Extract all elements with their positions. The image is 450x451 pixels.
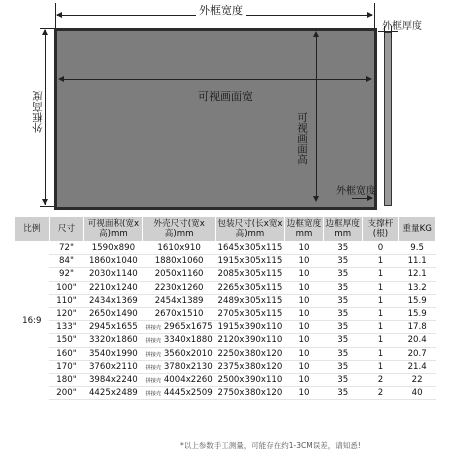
package-size-cell: 1915x305x115 (215, 255, 284, 268)
package-size-cell: 1915x390x110 (215, 321, 284, 334)
frame-thickness-label: 外框厚度 (382, 21, 422, 32)
package-size-cell: 2500x390x110 (215, 373, 284, 386)
support-bars-cell: 1 (362, 307, 399, 320)
frame-thickness-cell: 35 (323, 242, 362, 255)
package-size-cell: 2085x305x115 (215, 268, 284, 281)
footnote: *以上参数手工测量，可能存在约1-3CM误差，请知悉! (180, 441, 361, 450)
shell-size-value: 3780x2130 (163, 361, 213, 372)
weight-cell: 22 (399, 373, 436, 386)
frame-width-label: 外框宽度 (336, 186, 376, 197)
visible-height-top-arrow (313, 31, 319, 37)
frame-thickness-cell: 35 (323, 373, 362, 386)
frame-width-cell: 10 (285, 307, 324, 320)
size-cell: 92" (49, 268, 84, 281)
support-bars-cell: 1 (362, 255, 399, 268)
split-shell-note: 拼接壳 (145, 364, 162, 371)
weight-cell: 17.8 (399, 321, 436, 334)
shell-size-cell (143, 387, 215, 400)
frame-width-cell: 10 (285, 334, 324, 347)
weight-cell: 15.9 (399, 294, 436, 307)
weight-cell: 15.9 (399, 307, 436, 320)
weight-cell: 20.7 (399, 347, 436, 360)
shell-size-value: 2965x1675 (163, 322, 213, 333)
outer-width-left-arrow (56, 12, 62, 18)
split-shell-note: 拼接壳 (145, 391, 162, 398)
visible-width-label: 可视画面宽 (198, 90, 253, 103)
visible-width-left-arrow (58, 76, 64, 82)
ratio-cell: 16:9 (15, 242, 50, 400)
support-bars-cell: 1 (362, 347, 399, 360)
header-weight: 重量KG (399, 217, 436, 242)
screen-frame (54, 28, 377, 210)
frame-width-cell: 10 (285, 387, 324, 400)
table-row (15, 307, 436, 320)
visible-width-line (64, 79, 368, 80)
visible-area-cell: 2210x1240 (84, 281, 143, 294)
frame-width-cell: 10 (285, 268, 324, 281)
shell-size-cell: 2050x1160 (143, 268, 215, 281)
table-row (15, 294, 436, 307)
size-cell: 200" (49, 387, 84, 400)
frame-width-cell: 10 (285, 242, 324, 255)
size-cell: 120" (49, 307, 84, 320)
header-ratio: 比例 (15, 217, 50, 242)
package-size-cell: 2489x305x115 (215, 294, 284, 307)
frame-width-cell: 10 (285, 294, 324, 307)
visible-area-cell: 2650x1490 (84, 307, 143, 320)
header-support-bars: 支撑杆(根) (362, 217, 399, 242)
package-size-cell: 2250x380x120 (215, 347, 284, 360)
frame-thickness-cell: 35 (323, 268, 362, 281)
header-frame-thickness: 边框厚度mm (323, 217, 362, 242)
weight-cell: 12.1 (399, 268, 436, 281)
size-cell: 150" (49, 334, 84, 347)
shell-size-cell (143, 347, 215, 360)
size-cell: 110" (49, 294, 84, 307)
outer-width-label: 外框宽度 (196, 2, 246, 18)
size-cell: 72" (49, 242, 84, 255)
support-bars-cell: 2 (362, 387, 399, 400)
visible-area-cell: 4425x2489 (84, 387, 143, 400)
shell-size-value: 3560x2010 (163, 348, 213, 359)
shell-size-cell: 2670x1510 (143, 307, 215, 320)
header-size: 尺寸 (49, 217, 84, 242)
outer-height-top-arrow (42, 29, 48, 35)
shell-size-value: 3340x1880 (163, 335, 213, 346)
visible-area-cell: 1860x1040 (84, 255, 143, 268)
visible-width-right-arrow (366, 76, 372, 82)
table-row (15, 334, 436, 347)
frame-thickness-cell: 35 (323, 294, 362, 307)
frame-width-cell: 10 (285, 281, 324, 294)
table-row (15, 360, 436, 373)
visible-area-cell: 3540x1990 (84, 347, 143, 360)
frame-thickness-cell: 35 (323, 307, 362, 320)
outer-height-line (45, 30, 46, 205)
weight-cell: 20.4 (399, 334, 436, 347)
shell-size-cell (143, 373, 215, 386)
table-row (15, 387, 436, 400)
table-row (15, 268, 436, 281)
shell-size-cell: 1880x1060 (143, 255, 215, 268)
visible-height-label: 可视画面高 (296, 112, 308, 165)
table-row (15, 321, 436, 334)
header-visible-area: 可视面积(宽x高)mm (84, 217, 143, 242)
table-row (15, 347, 436, 360)
package-size-cell: 2705x305x115 (215, 307, 284, 320)
table-row (15, 281, 436, 294)
frame-thickness-cell: 35 (323, 334, 362, 347)
visible-area-cell: 2030x1140 (84, 268, 143, 281)
visible-area-cell: 1590x890 (84, 242, 143, 255)
size-cell: 133" (49, 321, 84, 334)
support-bars-cell: 1 (362, 334, 399, 347)
shell-size-cell: 2230x1260 (143, 281, 215, 294)
split-shell-note: 拼接壳 (145, 351, 162, 358)
visible-area-cell: 2945x1655 (84, 321, 143, 334)
shell-size-cell: 1610x910 (143, 242, 215, 255)
frame-width-cell: 10 (285, 321, 324, 334)
shell-size-value: 4004x2260 (163, 374, 213, 385)
weight-cell: 9.5 (399, 242, 436, 255)
frame-width-cell: 10 (285, 255, 324, 268)
frame-thickness-cell: 35 (323, 360, 362, 373)
shell-size-cell (143, 360, 215, 373)
shell-size-cell (143, 321, 215, 334)
size-cell: 170" (49, 360, 84, 373)
support-bars-cell: 1 (362, 360, 399, 373)
support-bars-cell: 1 (362, 321, 399, 334)
header-package-size: 包装尺寸(长x宽x高)mm (215, 217, 284, 242)
support-bars-cell: 0 (362, 242, 399, 255)
package-size-cell: 2375x380x120 (215, 360, 284, 373)
spec-table (14, 216, 436, 400)
support-bars-cell: 1 (362, 268, 399, 281)
size-cell: 84" (49, 255, 84, 268)
table-row (15, 373, 436, 386)
package-size-cell: 2750x380x120 (215, 387, 284, 400)
frame-thickness-cell: 35 (323, 387, 362, 400)
visible-area-cell: 3984x2240 (84, 373, 143, 386)
split-shell-note: 拼接壳 (145, 325, 162, 332)
shell-size-cell: 2454x1389 (143, 294, 215, 307)
visible-area-cell: 2434x1369 (84, 294, 143, 307)
frame-width-cell: 10 (285, 347, 324, 360)
size-cell: 180" (49, 373, 84, 386)
visible-height-line (316, 36, 317, 198)
visible-height-bottom-arrow (313, 196, 319, 202)
support-bars-cell: 2 (362, 373, 399, 386)
weight-cell: 40 (399, 387, 436, 400)
support-bars-cell: 1 (362, 281, 399, 294)
frame-thickness-cell: 35 (323, 321, 362, 334)
size-cell: 100" (49, 281, 84, 294)
frame-width-cell: 10 (285, 360, 324, 373)
shell-size-value: 4445x2509 (163, 388, 213, 399)
package-size-cell: 2120x390x110 (215, 334, 284, 347)
frame-thickness-cell: 35 (323, 281, 362, 294)
outer-width-right-arrow (367, 12, 373, 18)
shell-size-cell (143, 334, 215, 347)
visible-area-cell: 3320x1860 (84, 334, 143, 347)
spec-table-body (15, 242, 436, 400)
frame-width-cell: 10 (285, 373, 324, 386)
frame-thickness-cell: 35 (323, 255, 362, 268)
table-header-row (15, 217, 436, 242)
size-cell: 160" (49, 347, 84, 360)
frame-thickness-cell: 35 (323, 347, 362, 360)
header-shell-size: 外壳尺寸(宽x高)mm (143, 217, 215, 242)
package-size-cell: 1645x305x115 (215, 242, 284, 255)
split-shell-note: 拼接壳 (145, 338, 162, 345)
outer-height-bottom-tick (40, 206, 54, 207)
split-shell-note: 拼接壳 (145, 377, 162, 384)
table-row (15, 242, 436, 255)
dimension-diagram (0, 0, 450, 210)
table-row (15, 255, 436, 268)
outer-height-bottom-arrow (42, 199, 48, 205)
weight-cell: 13.2 (399, 281, 436, 294)
visible-area-cell: 3760x2110 (84, 360, 143, 373)
package-size-cell: 2265x305x115 (215, 281, 284, 294)
weight-cell: 21.4 (399, 360, 436, 373)
outer-height-label: 外框高度 (30, 88, 45, 136)
header-frame-width: 边框宽度mm (285, 217, 324, 242)
support-bars-cell: 1 (362, 294, 399, 307)
weight-cell: 11.1 (399, 255, 436, 268)
frame-side-view (384, 32, 392, 206)
